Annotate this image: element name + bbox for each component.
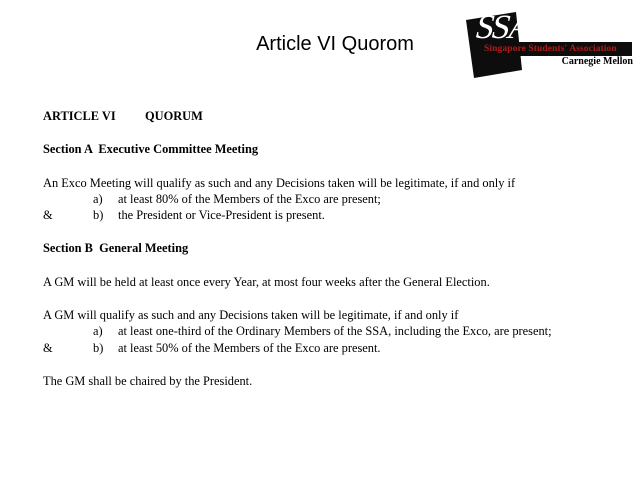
section-b-intro: A GM will qualify as such and any Decisions taken will be legitimate, if and only if — [43, 308, 459, 323]
article-name: QUORUM — [145, 109, 203, 123]
article-number: ARTICLE VI — [43, 109, 116, 123]
logo-association-name: Singapore Students' Association — [484, 44, 617, 54]
section-b-heading: Section B General Meeting — [43, 241, 189, 256]
section-a-heading: Section A Executive Committee Meeting — [43, 142, 259, 157]
article-body — [43, 108, 635, 389]
section-b-item-b — [43, 340, 635, 356]
section-a-intro: An Exco Meeting will qualify as such and any Decisions taken will be legitimate, if and only if — [43, 175, 516, 190]
item-letter: b) — [93, 208, 104, 223]
item-letter: a) — [93, 191, 103, 206]
section-b-chair: The GM shall be chaired by the President. — [43, 373, 253, 388]
item-text: at least one-third of the Ordinary Members of the SSA, including the Exco, are present; — [118, 324, 552, 339]
section-a-item-b — [43, 207, 635, 223]
section-b-schedule: A GM will be held at least once every Year, at most four weeks after the General Election. — [43, 274, 490, 289]
item-text: at least 80% of the Members of the Exco are present; — [118, 191, 381, 206]
logo-mark-text: SSA — [471, 9, 535, 46]
item-text: at least 50% of the Members of the Exco are present. — [118, 340, 381, 355]
item-conjunction: & — [43, 208, 53, 223]
item-conjunction: & — [43, 340, 53, 355]
article-heading — [43, 108, 635, 124]
section-a-item-a — [43, 191, 635, 207]
item-letter: a) — [93, 324, 103, 339]
section-b-item-a — [43, 323, 635, 339]
slide-title: Article VI Quorom — [256, 33, 414, 55]
item-letter: b) — [93, 340, 104, 355]
logo-university-name: Carnegie Mellon — [561, 56, 633, 67]
item-text: the President or Vice-President is present. — [118, 208, 325, 223]
